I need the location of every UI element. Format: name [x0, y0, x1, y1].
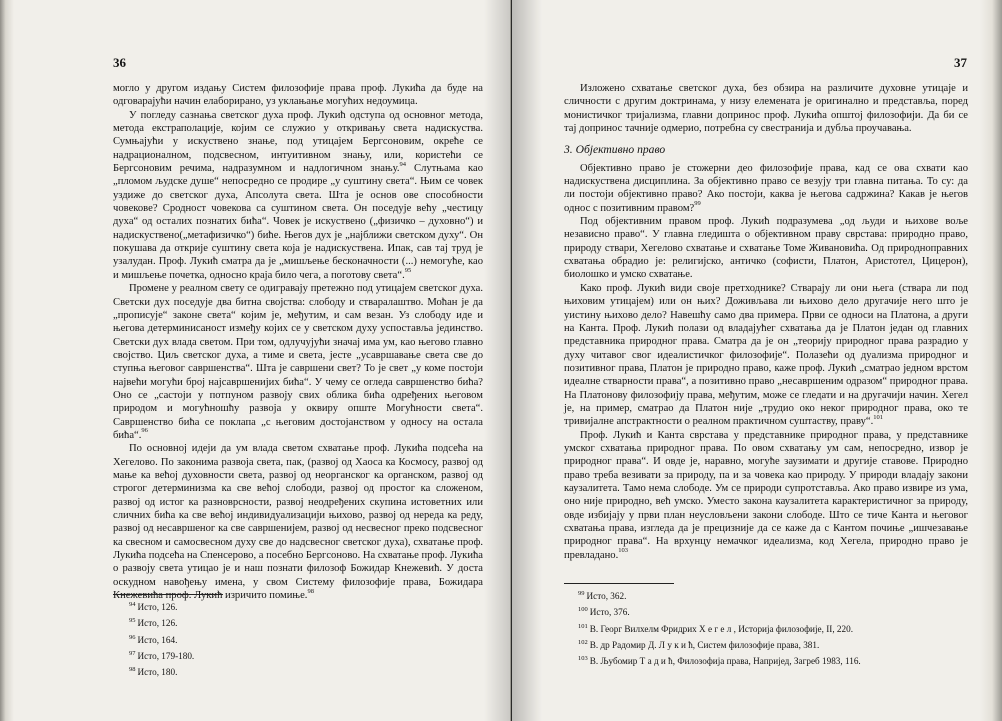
right-paragraph-2 [564, 215, 968, 282]
footnote-text: Исто, 362. [586, 591, 627, 602]
footnote-102 [564, 636, 968, 652]
left-body-text [113, 82, 483, 602]
footnote-ref: 94 [399, 160, 407, 168]
footnote-text: Исто, 376. [589, 607, 630, 618]
left-gutter-shadow [484, 0, 510, 721]
footnote-103 [564, 652, 968, 668]
footnote-text: Исто, 126. [137, 602, 178, 613]
footnote-number: 101 [578, 622, 588, 630]
right-paragraph-4-text: Проф. Лукић и Канта сврстава у представнике природног права, у представнике умског схватања природног права. По овом схватању ум сам, непосредно, извор је природног права“. И овде је, наравно, могуће заузимати и другије ставове. Природно право треба везивати за природу, па и за човека као природу. У природи владају закони каузалитета. Тамо нема слободе. Ум се природи супротставља. Ако право извире из ума, оно није природно, већ умско. Уместо закона каузалитета карактеристичног за природу, овде избијају у први план неусловљени закони слободе. Што се тиче Канта и његовог схватања права, изгледа да је прецизније да се каже да с Кантом почиње „ишчезавање природног права“. На врхунцу немачког идеализма, код Хегела, природно право је превладано. [564, 429, 968, 561]
footnote-number: 103 [578, 655, 588, 663]
left-paragraph-1: могло у другом издању Систем филозофије права проф. Лукића да буде на одговарајући начин елаборирано, уз уклањање могућих недоумица. [113, 83, 483, 108]
footnote-text: В. Љубомир Т а д и ћ, Филозофија права, Напријед, Загреб 1983, 116. [589, 656, 861, 667]
right-paragraph-2-text: Под објективним правом проф. Лукић подразумева „од људи и њихове воље независно право“. У главна гледишта о објективном праву сврстава: природно право, природу ствари, Хегелово схватање и схватање Томе Живановића. Од природноправних схватања обрадио је: религијско, античко (софисти, Платон, Аристотел, Цицерон), биолошко и умско схватање. [564, 216, 968, 281]
footnote-number: 95 [129, 617, 136, 625]
right-intro-paragraph: Изложено схватање светског духа, без обзира на различите духовне утицаје и сличности с другим доктринама, у низу елемената је оригинално и представља, поред монистичког тријализма, главни допринос проф. Лукића општој филозофији. Да би се тај допринос тачније одмерио, потребна су свестранија и дубља проучавања. [564, 83, 968, 135]
footnote-number: 97 [129, 649, 136, 657]
footnote-94 [113, 598, 483, 614]
footnote-99 [564, 587, 968, 603]
footnote-divider [564, 583, 674, 584]
left-paragraph-2-a: У погледу сазнања светског духа проф. Лукић одступа од основног метода, метода екстраполације, којим се служио у откривању света надискуства. Сумњајући у искуствено знање, под утицајем Бергсоновим, окреће се надрационалном, подсвесном, интуитивном знању, или, користећи се Бергсоновим речима, надразумном и надлогичном знању. [113, 109, 483, 175]
left-paragraph-2-b: Слутњама као „пломом људске душе“ непосредно се продире „у суштину света“. Њим се човек уздиже до светског духа, Апсолута света. Шта је основ ове способности човекове? Сродност човекова са суштином света. Он поседује већу „честицу духа“ од осталих познатих бића“. Човек је искуствено („физичко – духовно“) и надискуствено(„метафизичко“) биће. Његов дух је „најближи светском духу“. Он покушава да открије суштину света која је надискуствена. Ипак, сав тај труд је узалудан. Проф. Лукић сматра да је „мишљење бесконачности (...) немогуће, као и мишљење почетка, односно краја било чега, а поготову света“. [113, 163, 484, 281]
right-paragraph-3-text: Како проф. Лукић види своје претходнике? Стварају ли они њега (ствара ли под њиховим утицајем) или он њих? Доживљава ли њихово дело другачије него што је уистину њихово дело? Навешћу само два примера. Први се односи на Платона, а други на Канта. Проф. Лукић полази од владајућег схватања да је Платон један од главних представника природног права. Сматра да је он „теорију природног права разрадио у духу читавог свог идеалистичког филозофије“. Полазећи од дуализма природног и позитивног права, Платон је природно право, каже проф. Лукић „сматрао једном врстом идеалне стварности права“, а позитивно право „несавршеним одразом“ природног права. На Платонову филозофију права, међутим, може се гледати и на другачији начин. Хегел је, на пример, сматрао да Платон није „трудио око неког природног права, око те тривијалне апстрактности о реалном практичном суштаству, праву“. [564, 282, 968, 428]
footnote-number: 99 [578, 590, 585, 597]
footnote-96 [113, 631, 483, 647]
page-number-right: 37 [954, 55, 967, 70]
footnote-ref: 101 [873, 413, 884, 421]
footnote-text: Исто, 164. [137, 634, 178, 645]
footnote-number: 98 [129, 666, 136, 674]
right-page-edge [980, 0, 1002, 721]
right-page [512, 0, 1002, 721]
right-paragraph-3 [564, 282, 968, 429]
footnote-101 [564, 620, 968, 636]
footnote-text: В. др Радомир Д. Л у к и ћ, Систем филозофије права, 381. [589, 639, 820, 650]
footnote-95 [113, 614, 483, 630]
left-paragraph-2 [113, 109, 483, 282]
footnote-ref: 98 [307, 587, 314, 595]
footnote-number: 102 [578, 638, 588, 646]
right-gutter-shadow [512, 0, 542, 721]
footnote-text: Исто, 126. [137, 618, 178, 629]
right-paragraph-1-text: Објективно право је стожерни део филозофије права, кад се ова схвати као надискуствена дисциплина. За објективно право се везују три главна питања. То су: да ли постоји објективно право? Ако постоји, каква је његова садржина? Какав је његов однос с позитивним правом? [564, 162, 968, 214]
section-heading: 3. Објективно право [564, 143, 666, 157]
footnote-100 [564, 603, 968, 619]
right-paragraph-1 [564, 162, 968, 215]
footnote-ref: 96 [141, 427, 148, 435]
footnote-97 [113, 647, 483, 663]
footnote-ref: 103 [618, 547, 628, 555]
footnote-number: 94 [129, 601, 136, 608]
footnote-number: 100 [578, 606, 588, 614]
footnote-number: 96 [129, 633, 136, 641]
footnote-text: Исто, 180. [137, 667, 178, 678]
footnote-text: В. Георг Вилхелм Фридрих Х е г е л , Историја филозофије, II, 220. [589, 623, 853, 634]
footnote-ref: 95 [404, 267, 412, 275]
left-paragraph-4-text: По основној идеји да ум влада светом схватање проф. Лукића подсећа на Хегелово. По законима развоја света, пак, (развој од Хаоса ка Космосу, развој од мање ка већој духовности света, развој од неорганског ка органском, развој од строгог детерминизма ка све већој слободи, развој од простог ка сложеном, развој од истог ка разноврсности, развој неодређених скупина истоветних или сличних бића ка све већој индивидуализацији њихово, развој од нереда ка реду, развој од несавршеног ка све савршенијем, развој од несвесног преко подсвесног ка свесном и самосвесном духу све до надсвесног светског духа), схватање проф. Лукића подсећа на Спенсерово, а посебно Бергсоново. На схватање проф. Лукића о развоју света утицао је и наш познати филозоф Божидар Кнежевић. У доста оскудном навођењу имена, у свом Систему филозофије права, Божидара Кнежевића проф. Лукић изричито помиње. [113, 443, 483, 602]
right-body-text [564, 82, 968, 562]
footnote-text: Исто, 179-180. [137, 650, 195, 661]
page-number-left: 36 [113, 55, 126, 70]
left-paragraph-4 [113, 442, 483, 602]
right-footnotes [564, 583, 968, 668]
left-footnotes [113, 594, 483, 679]
left-paragraph-3 [113, 282, 483, 442]
footnote-98 [113, 663, 483, 679]
left-paragraph-3-text: Промене у реалном свету се одигравају претежно под утицајем светског духа. Светски дух поседује два битна својства: слободу и стваралаштво. Моћан је да „прописује“ законе света“ којим је, међутим, и сам везан. Уз слободу иде и његова детерминисаност између којих се у светском духу успоставља јединство. Светски дух влада светом. При том, одлучујући значај има ум, као његово главно својство. Циљ светског духа, а тиме и света, јесте „усавршавање света све до ступња његовог савршенства“. Шта је савршени свет? То је свет „у коме постоји највећи могући број најсавршенијих бића“. У чему се огледа савршенство бића? Оно се „састоји у потпуном развоју свих облика бића одређених његовом природом и могућношћу развоја у оквиру опште Могућности света“. Савршенство бића се поклапа „с његовим достојанством у односу на остала бића“. [113, 283, 483, 441]
right-paragraph-4 [564, 429, 968, 562]
footnote-ref: 99 [694, 200, 701, 208]
left-page-edge [0, 0, 14, 721]
footnote-divider [113, 594, 223, 595]
